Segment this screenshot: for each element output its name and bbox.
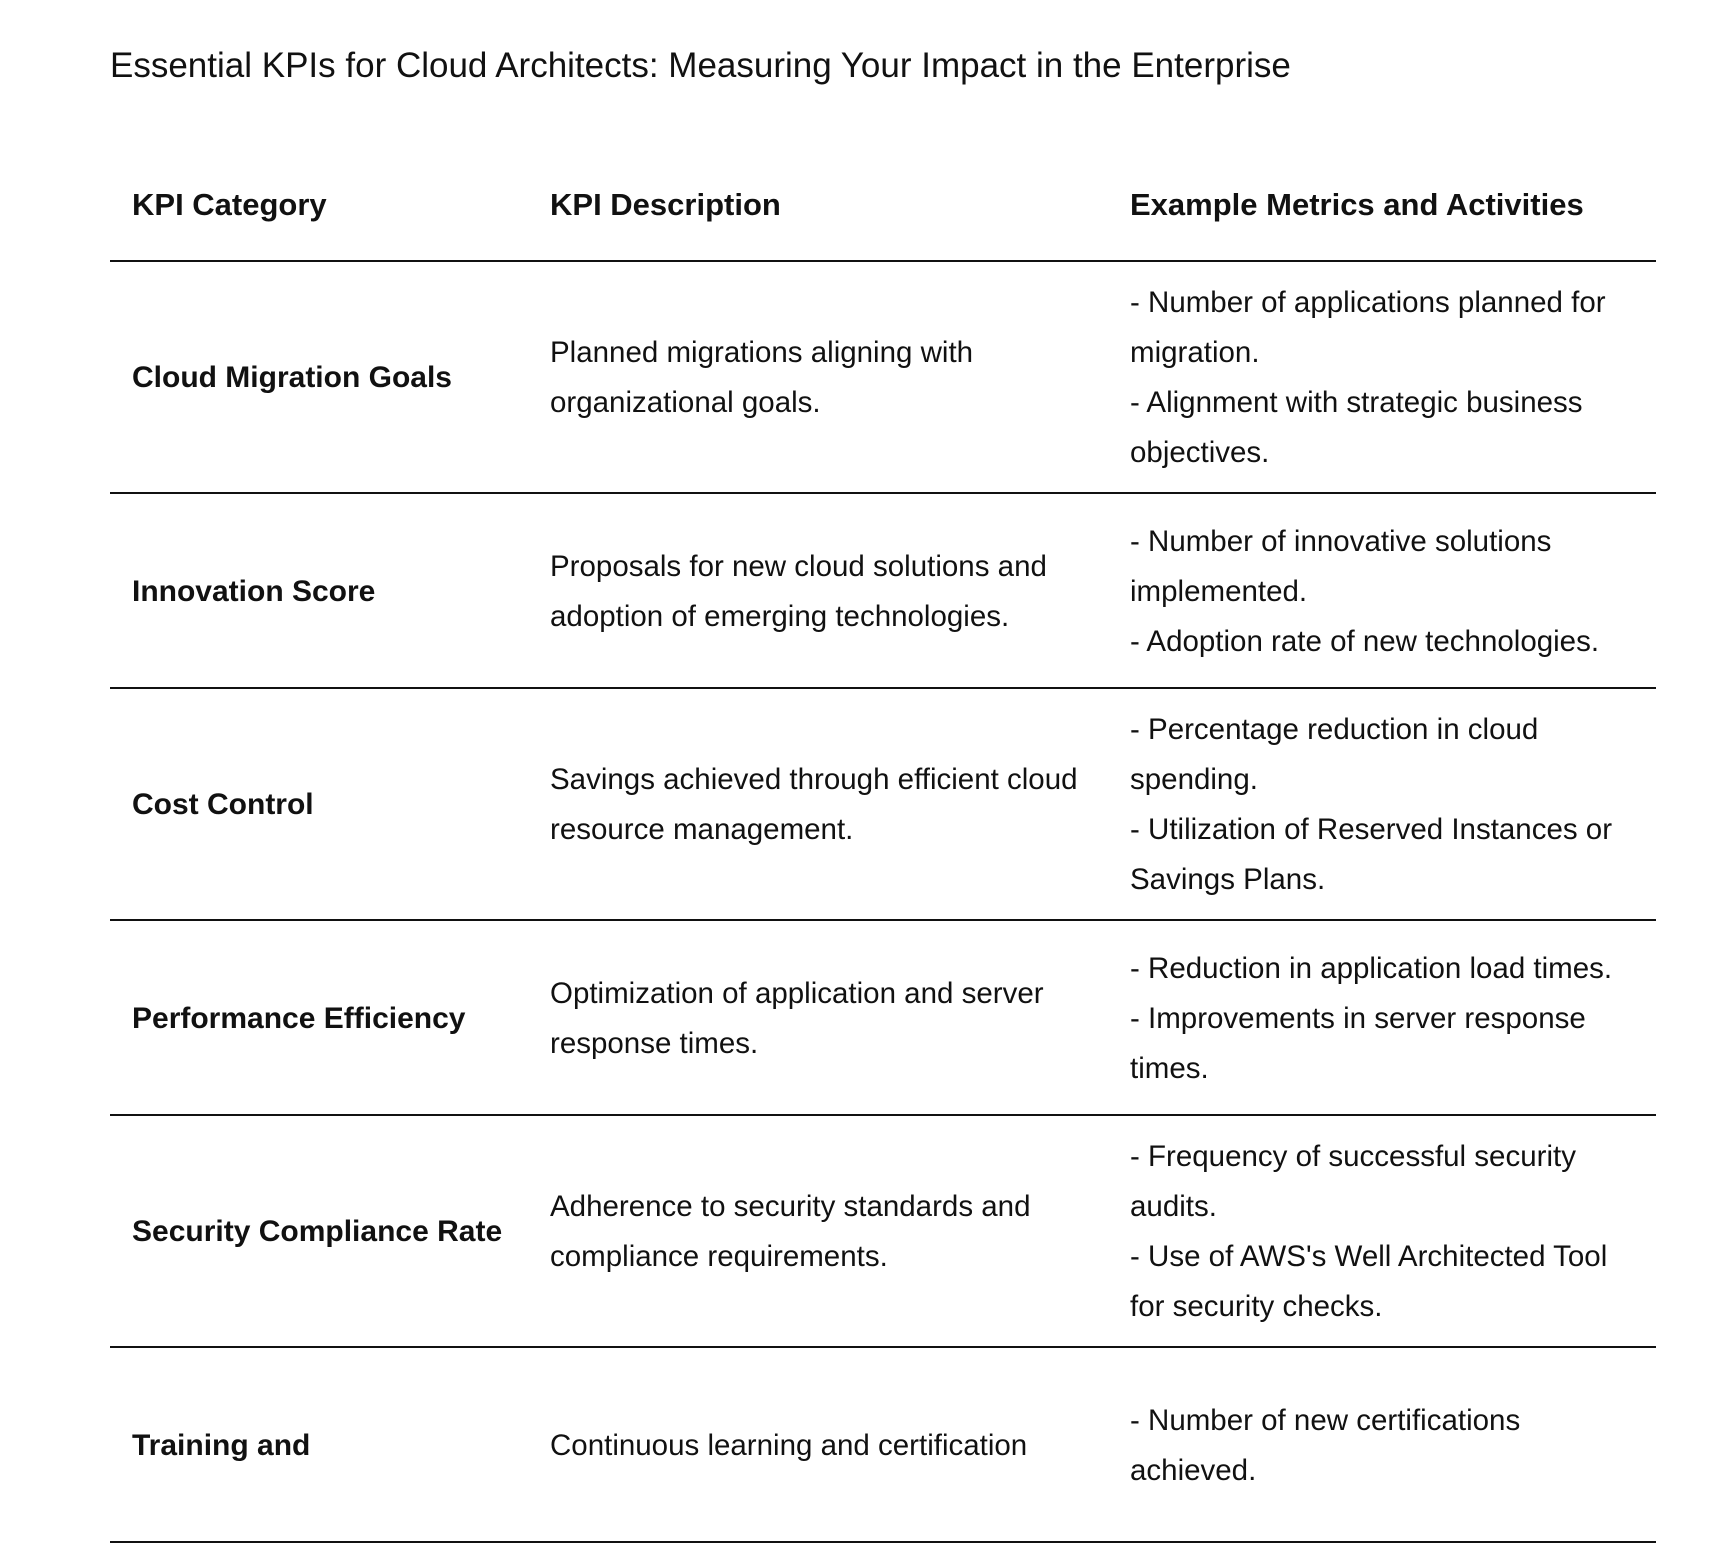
metric-item: - Alignment with strategic business objectives. (1130, 386, 1583, 469)
kpi-table (110, 180, 1656, 1543)
kpi-metrics-cell (1108, 1347, 1656, 1542)
kpi-category-cell: Performance Efficiency (110, 920, 528, 1115)
header-example-metrics: Example Metrics and Activities (1108, 180, 1656, 261)
table-row (110, 1347, 1656, 1542)
kpi-description-cell: Optimization of application and server response times. (528, 920, 1108, 1115)
kpi-category-cell: Innovation Score (110, 493, 528, 688)
kpi-description-cell: Continuous learning and certification (528, 1347, 1108, 1542)
kpi-description-cell: Adherence to security standards and compliance requirements. (528, 1115, 1108, 1347)
kpi-metrics-cell (1108, 261, 1656, 493)
kpi-category-cell: Security Compliance Rate (110, 1115, 528, 1347)
kpi-metrics-cell (1108, 688, 1656, 920)
kpi-metrics-cell (1108, 493, 1656, 688)
metric-item: - Use of AWS's Well Architected Tool for security checks. (1130, 1240, 1608, 1323)
kpi-metrics-cell (1108, 1115, 1656, 1347)
metric-item: - Percentage reduction in cloud spending. (1130, 713, 1539, 796)
table-row (110, 1115, 1656, 1347)
table-row (110, 920, 1656, 1115)
metric-item: - Improvements in server response times. (1130, 1001, 1586, 1085)
kpi-description-cell: Planned migrations aligning with organizational goals. (528, 261, 1108, 493)
table-row (110, 493, 1656, 688)
metric-item: - Reduction in application load times. (1130, 951, 1613, 985)
kpi-category-cell: Training and (110, 1347, 528, 1542)
table-row (110, 688, 1656, 920)
metric-item: - Frequency of successful security audits. (1130, 1140, 1576, 1223)
metric-item: - Number of new certifications achieved. (1130, 1403, 1521, 1487)
metric-item: - Number of innovative solutions implemented. (1130, 524, 1552, 608)
kpi-category-cell: Cost Control (110, 688, 528, 920)
page-title: Essential KPIs for Cloud Architects: Measuring Your Impact in the Enterprise (110, 46, 1291, 85)
header-kpi-category: KPI Category (110, 180, 528, 261)
kpi-category-cell: Cloud Migration Goals (110, 261, 528, 493)
table-row (110, 261, 1656, 493)
metric-item: - Utilization of Reserved Instances or Savings Plans. (1130, 813, 1613, 896)
header-kpi-description: KPI Description (528, 180, 1108, 261)
kpi-description-cell: Proposals for new cloud solutions and adoption of emerging technologies. (528, 493, 1108, 688)
metric-item: - Number of applications planned for migration. (1130, 286, 1606, 369)
kpi-metrics-cell (1108, 920, 1656, 1115)
table-header-row (110, 180, 1656, 261)
kpi-description-cell: Savings achieved through efficient cloud resource management. (528, 688, 1108, 920)
metric-item: - Adoption rate of new technologies. (1130, 624, 1600, 658)
